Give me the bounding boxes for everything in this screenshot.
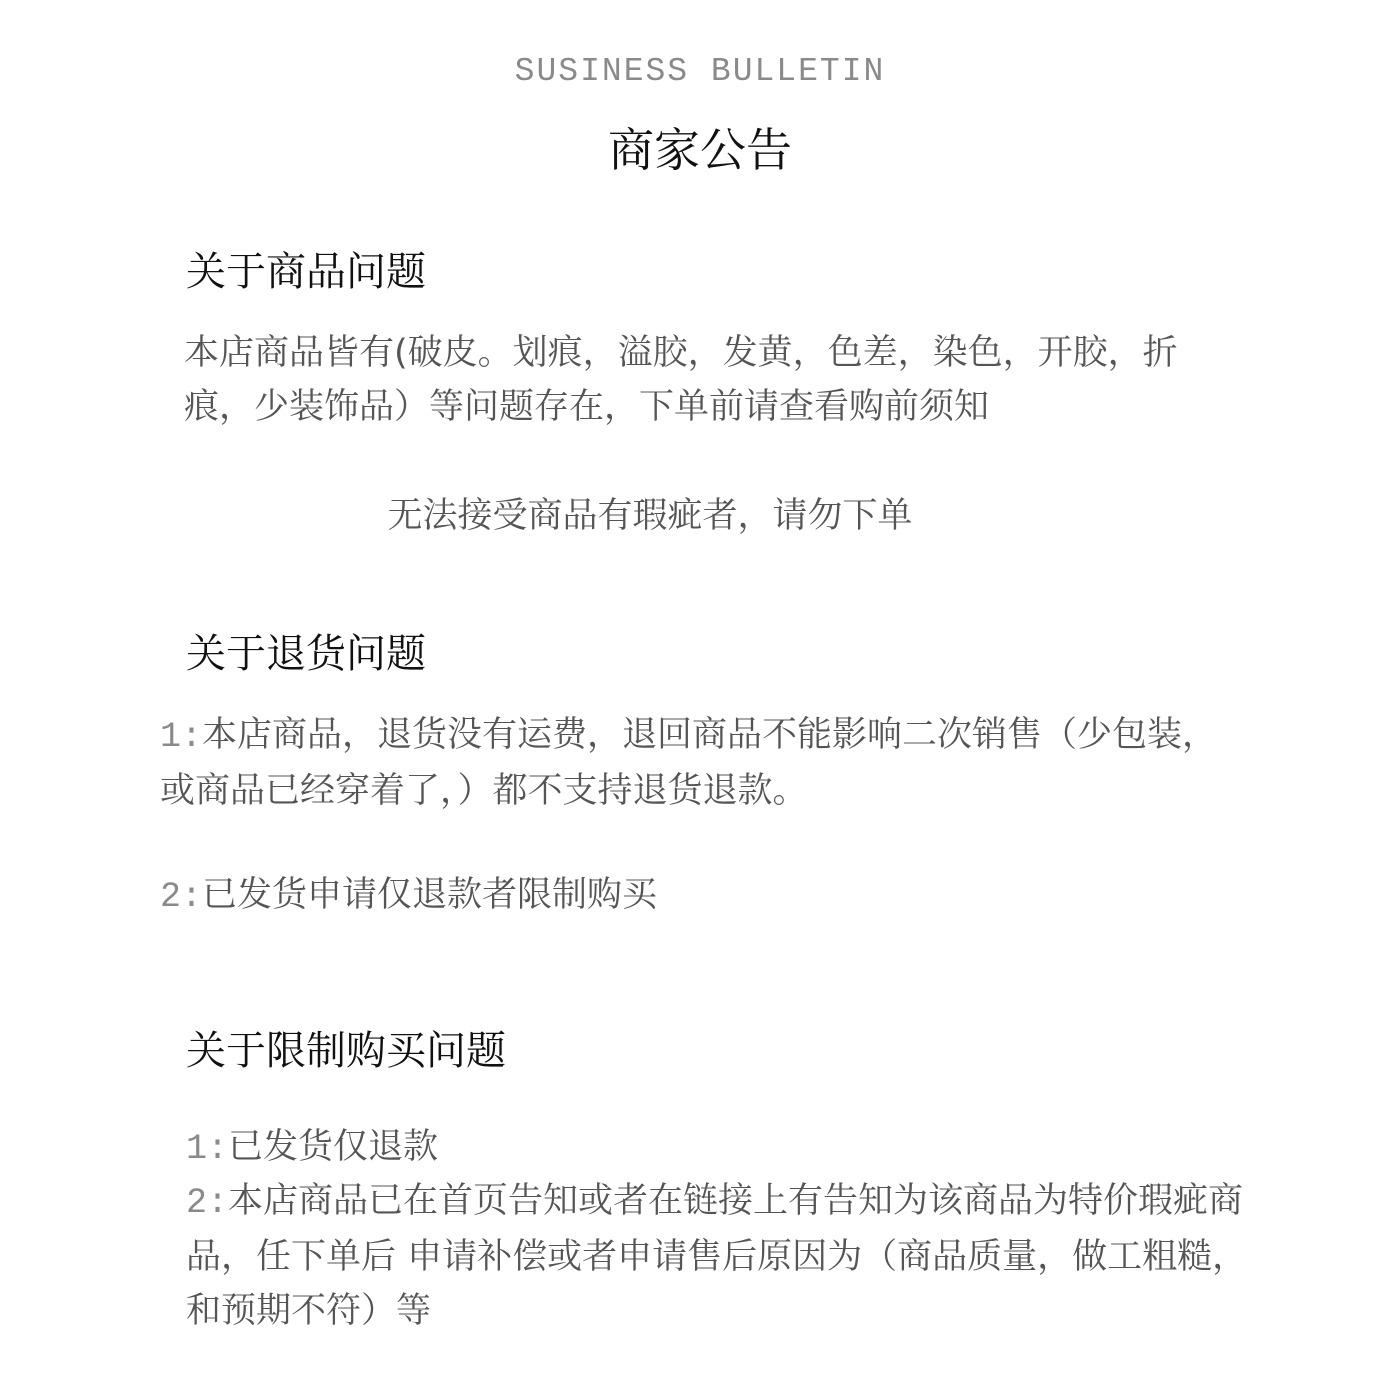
list-number: 1: — [186, 1129, 229, 1169]
no-defect-notice: 无法接受商品有瑕疵者，请勿下单 — [387, 496, 913, 536]
list-item-text: 本店商品，退货没有运费，退回商品不能影响二次销售（少包装，或商品已经穿着了，）都不支持退货退款。 — [160, 715, 1218, 811]
section-heading-restrict: 关于限制购买问题 — [186, 1028, 506, 1074]
restrict-item-2 — [186, 1174, 1256, 1338]
page-title: 商家公告 — [608, 123, 792, 177]
section-heading-product: 关于商品问题 — [186, 249, 426, 295]
return-item-1 — [160, 708, 1250, 818]
list-item-text: 已发货申请仅退款者限制购买 — [202, 875, 658, 915]
list-number: 2: — [160, 877, 203, 917]
list-item-text: 本店商品已在首页告知或者在链接上有告知为该商品为特价瑕疵商品，任下单后 申请补偿或者申请售后原因为（商品质量，做工粗糙，和预期不符）等 — [186, 1181, 1248, 1331]
section-heading-return: 关于退货问题 — [186, 631, 426, 677]
restrict-item-1 — [186, 1120, 1256, 1176]
list-number: 1: — [160, 717, 203, 757]
list-item-text: 已发货仅退款 — [228, 1127, 439, 1167]
list-number: 2: — [186, 1183, 229, 1223]
bulletin-subtitle-en: SUSINESS BULLETIN — [514, 53, 886, 90]
return-item-2 — [160, 868, 1250, 924]
product-issues-paragraph: 本店商品皆有(破皮。划痕，溢胶，发黄，色差，染色，开胶，折痕，少装饰品）等问题存在，下单前请查看购前须知 — [184, 333, 1178, 427]
